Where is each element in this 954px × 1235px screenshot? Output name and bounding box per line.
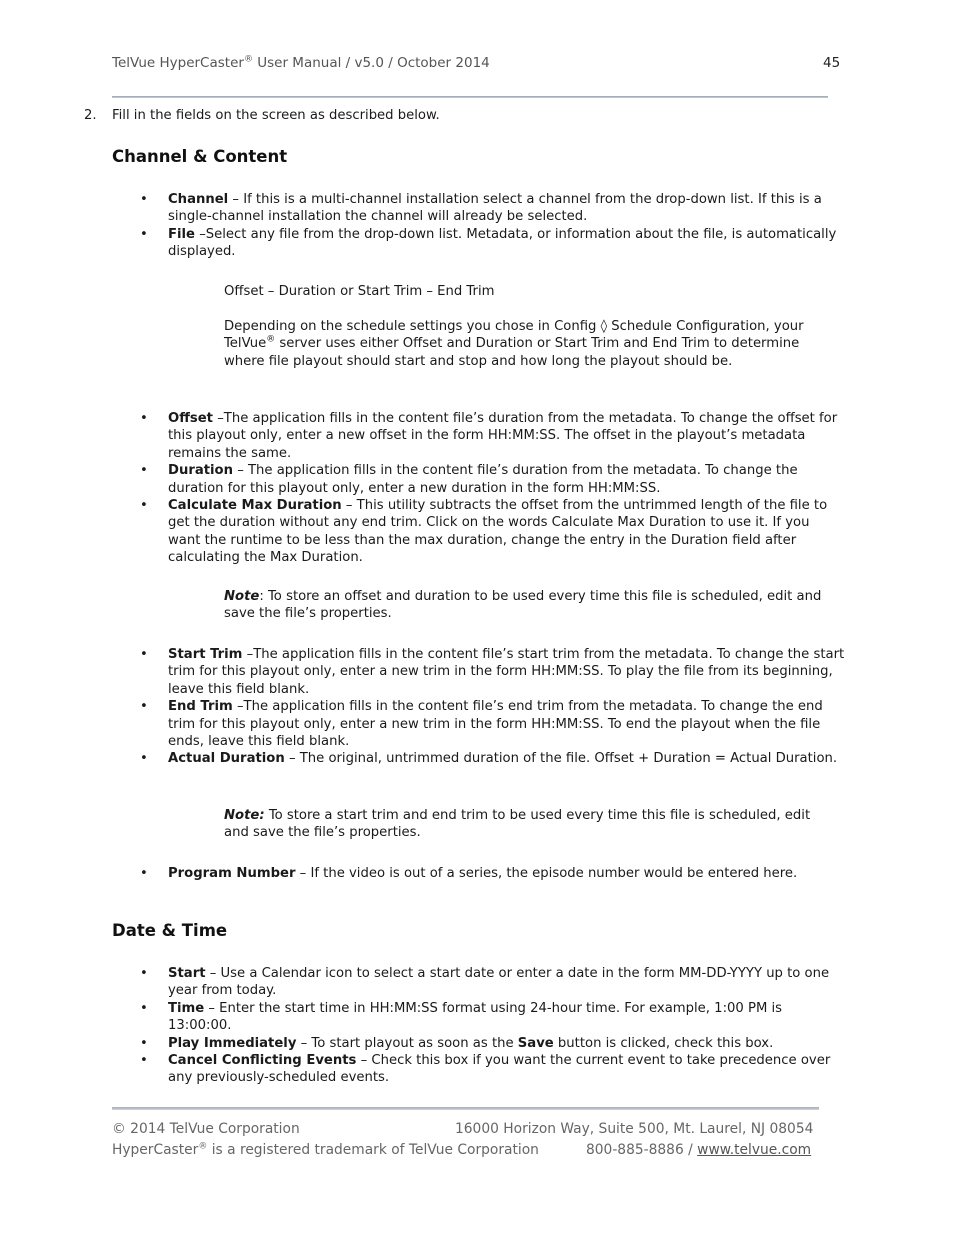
description: –The application fills in the content file’s start trim from the metadata. To change the start trim for this playout only, enter a new trim in the form HH:MM:SS. To play the file from its beginning, leave this field blank. xyxy=(168,647,845,697)
bullet-icon: • xyxy=(140,647,148,662)
footer-contact xyxy=(586,1142,811,1159)
offset-body-text: Depending on the schedule settings you chose in Config ◊ Schedule Configuration, your TelVue xyxy=(224,319,804,352)
running-header xyxy=(112,55,490,72)
footer-phone: 800-885-8886 / xyxy=(586,1142,698,1158)
description: –The application fills in the content file’s duration from the metadata. To change the offset for this playout only, enter a new offset in the form HH:MM:SS. The offset in the playout’s metadata remains the same. xyxy=(168,411,838,461)
term: Actual Duration xyxy=(168,751,285,767)
channel-file-list xyxy=(140,191,845,261)
bullet-icon: • xyxy=(140,498,148,514)
list-item xyxy=(140,1035,845,1052)
description: – Use a Calendar icon to select a start date or enter a date in the form MM-DD-YYYY up to one year from today. xyxy=(168,966,830,999)
list-item xyxy=(140,1052,845,1087)
date-time-list xyxy=(140,965,845,1087)
term: End Trim xyxy=(168,699,233,715)
footer-trademark xyxy=(112,1142,539,1159)
reg-mark: ® xyxy=(198,1141,208,1152)
website-link[interactable]: www.telvue.com xyxy=(697,1142,812,1158)
note-label: Note: xyxy=(224,808,265,823)
header-rule xyxy=(112,96,828,98)
step-text: Fill in the fields on the screen as described below. xyxy=(112,108,440,123)
list-item xyxy=(140,226,845,261)
offset-block-title: Offset – Duration or Start Trim – End Trim xyxy=(224,284,495,299)
program-number-list xyxy=(140,865,845,882)
trademark-name: HyperCaster xyxy=(112,1142,199,1158)
bullet-icon: • xyxy=(140,699,148,715)
description: –The application fills in the content file’s end trim from the metadata. To change the end trim for this playout only, enter a new trim in the form HH:MM:SS. To end the playout when the file ends, leave this field blank. xyxy=(168,699,823,750)
term: Time xyxy=(168,1000,205,1016)
reg-mark: ® xyxy=(266,335,276,346)
list-item xyxy=(140,750,845,767)
footer-address: 16000 Horizon Way, Suite 500, Mt. Laurel, NJ 08054 xyxy=(455,1121,814,1137)
bullet-icon: • xyxy=(140,966,148,981)
list-item xyxy=(140,497,845,567)
term: Play Immediately xyxy=(168,1035,297,1051)
trademark-text: is a registered trademark of TelVue Corporation xyxy=(207,1142,539,1158)
footer-rule xyxy=(112,1107,819,1110)
note-trim xyxy=(224,807,834,842)
term: Start Trim xyxy=(168,647,243,662)
bullet-icon: • xyxy=(140,1000,148,1016)
note-offset xyxy=(224,588,834,623)
list-item xyxy=(140,410,845,462)
description: – If this is a multi-channel installation select a channel from the drop-down list. If this is a single-channel installation the channel will already be selected. xyxy=(168,192,822,225)
term: File xyxy=(168,226,195,242)
description: – To start playout as soon as the xyxy=(296,1035,518,1051)
term: Start xyxy=(168,966,206,981)
footer-copyright: © 2014 TelVue Corporation xyxy=(112,1121,300,1137)
header-reg-mark: ® xyxy=(243,54,253,65)
offset-body-text-cont: server uses either Offset and Duration or Start Trim and End Trim to determine where file playout should start and stop and how long the playout should be. xyxy=(224,336,800,369)
header-title: TelVue HyperCaster xyxy=(112,55,244,71)
bullet-icon: • xyxy=(140,1053,148,1069)
term: Calculate Max Duration xyxy=(168,498,342,514)
header-subtitle: User Manual / v5.0 / October 2014 xyxy=(252,55,490,71)
list-item xyxy=(140,191,845,226)
list-item xyxy=(140,1000,845,1035)
note-text: To store a start trim and end trim to be used every time this file is scheduled, edit and save the file’s properties. xyxy=(224,808,811,841)
note-text: : To store an offset and duration to be used every time this file is scheduled, edit and save the file’s properties. xyxy=(224,589,822,622)
term: Duration xyxy=(168,463,234,479)
section-heading-channel-content: Channel & Content xyxy=(112,147,288,166)
description: – Enter the start time in HH:MM:SS format using 24-hour time. For example, 1:00 PM is 13:00:00. xyxy=(168,1000,783,1034)
term: Offset xyxy=(168,411,213,426)
term: Channel xyxy=(168,192,229,207)
description: – If the video is out of a series, the episode number would be entered here. xyxy=(295,866,798,881)
list-item xyxy=(140,865,845,882)
term: Program Number xyxy=(168,866,296,881)
step-number: 2. xyxy=(84,108,97,123)
bullet-icon: • xyxy=(140,411,148,426)
list-item xyxy=(140,698,845,750)
bullet-icon: • xyxy=(140,751,148,767)
bullet-icon: • xyxy=(140,1035,148,1051)
term: Cancel Conflicting Events xyxy=(168,1053,357,1069)
list-item xyxy=(140,965,845,1000)
step-item xyxy=(84,107,440,124)
list-item xyxy=(140,462,845,497)
list-item xyxy=(140,646,845,698)
trim-list xyxy=(140,646,845,768)
description-cont: button is clicked, check this box. xyxy=(553,1035,774,1051)
note-label: Note xyxy=(224,589,260,604)
bullet-icon: • xyxy=(140,226,148,242)
description: – The application fills in the content file’s duration from the metadata. To change the duration for this playout only, enter a new duration in the form HH:MM:SS. xyxy=(168,463,798,496)
description: – Check this box if you want the current event to take precedence over any previously-scheduled events. xyxy=(168,1053,831,1086)
bullet-icon: • xyxy=(140,192,148,207)
bullet-icon: • xyxy=(140,866,148,881)
save-term: Save xyxy=(517,1035,554,1051)
description: –Select any file from the drop-down list. Metadata, or information about the file, is automatically displayed. xyxy=(168,226,837,260)
offset-block-body xyxy=(224,318,834,370)
section-heading-date-time: Date & Time xyxy=(112,921,228,940)
bullet-icon: • xyxy=(140,463,148,479)
description: – This utility subtracts the offset from the untrimmed length of the file to get the duration without any end trim. Click on the words Calculate Max Duration to use it. If you want the runtime to be less than the max duration, change the entry in the Duration field after calculating the Max Duration. xyxy=(168,498,828,566)
offset-duration-list xyxy=(140,410,845,567)
page-number: 45 xyxy=(823,55,841,71)
description: – The original, untrimmed duration of the file. Offset + Duration = Actual Duration. xyxy=(284,751,838,767)
